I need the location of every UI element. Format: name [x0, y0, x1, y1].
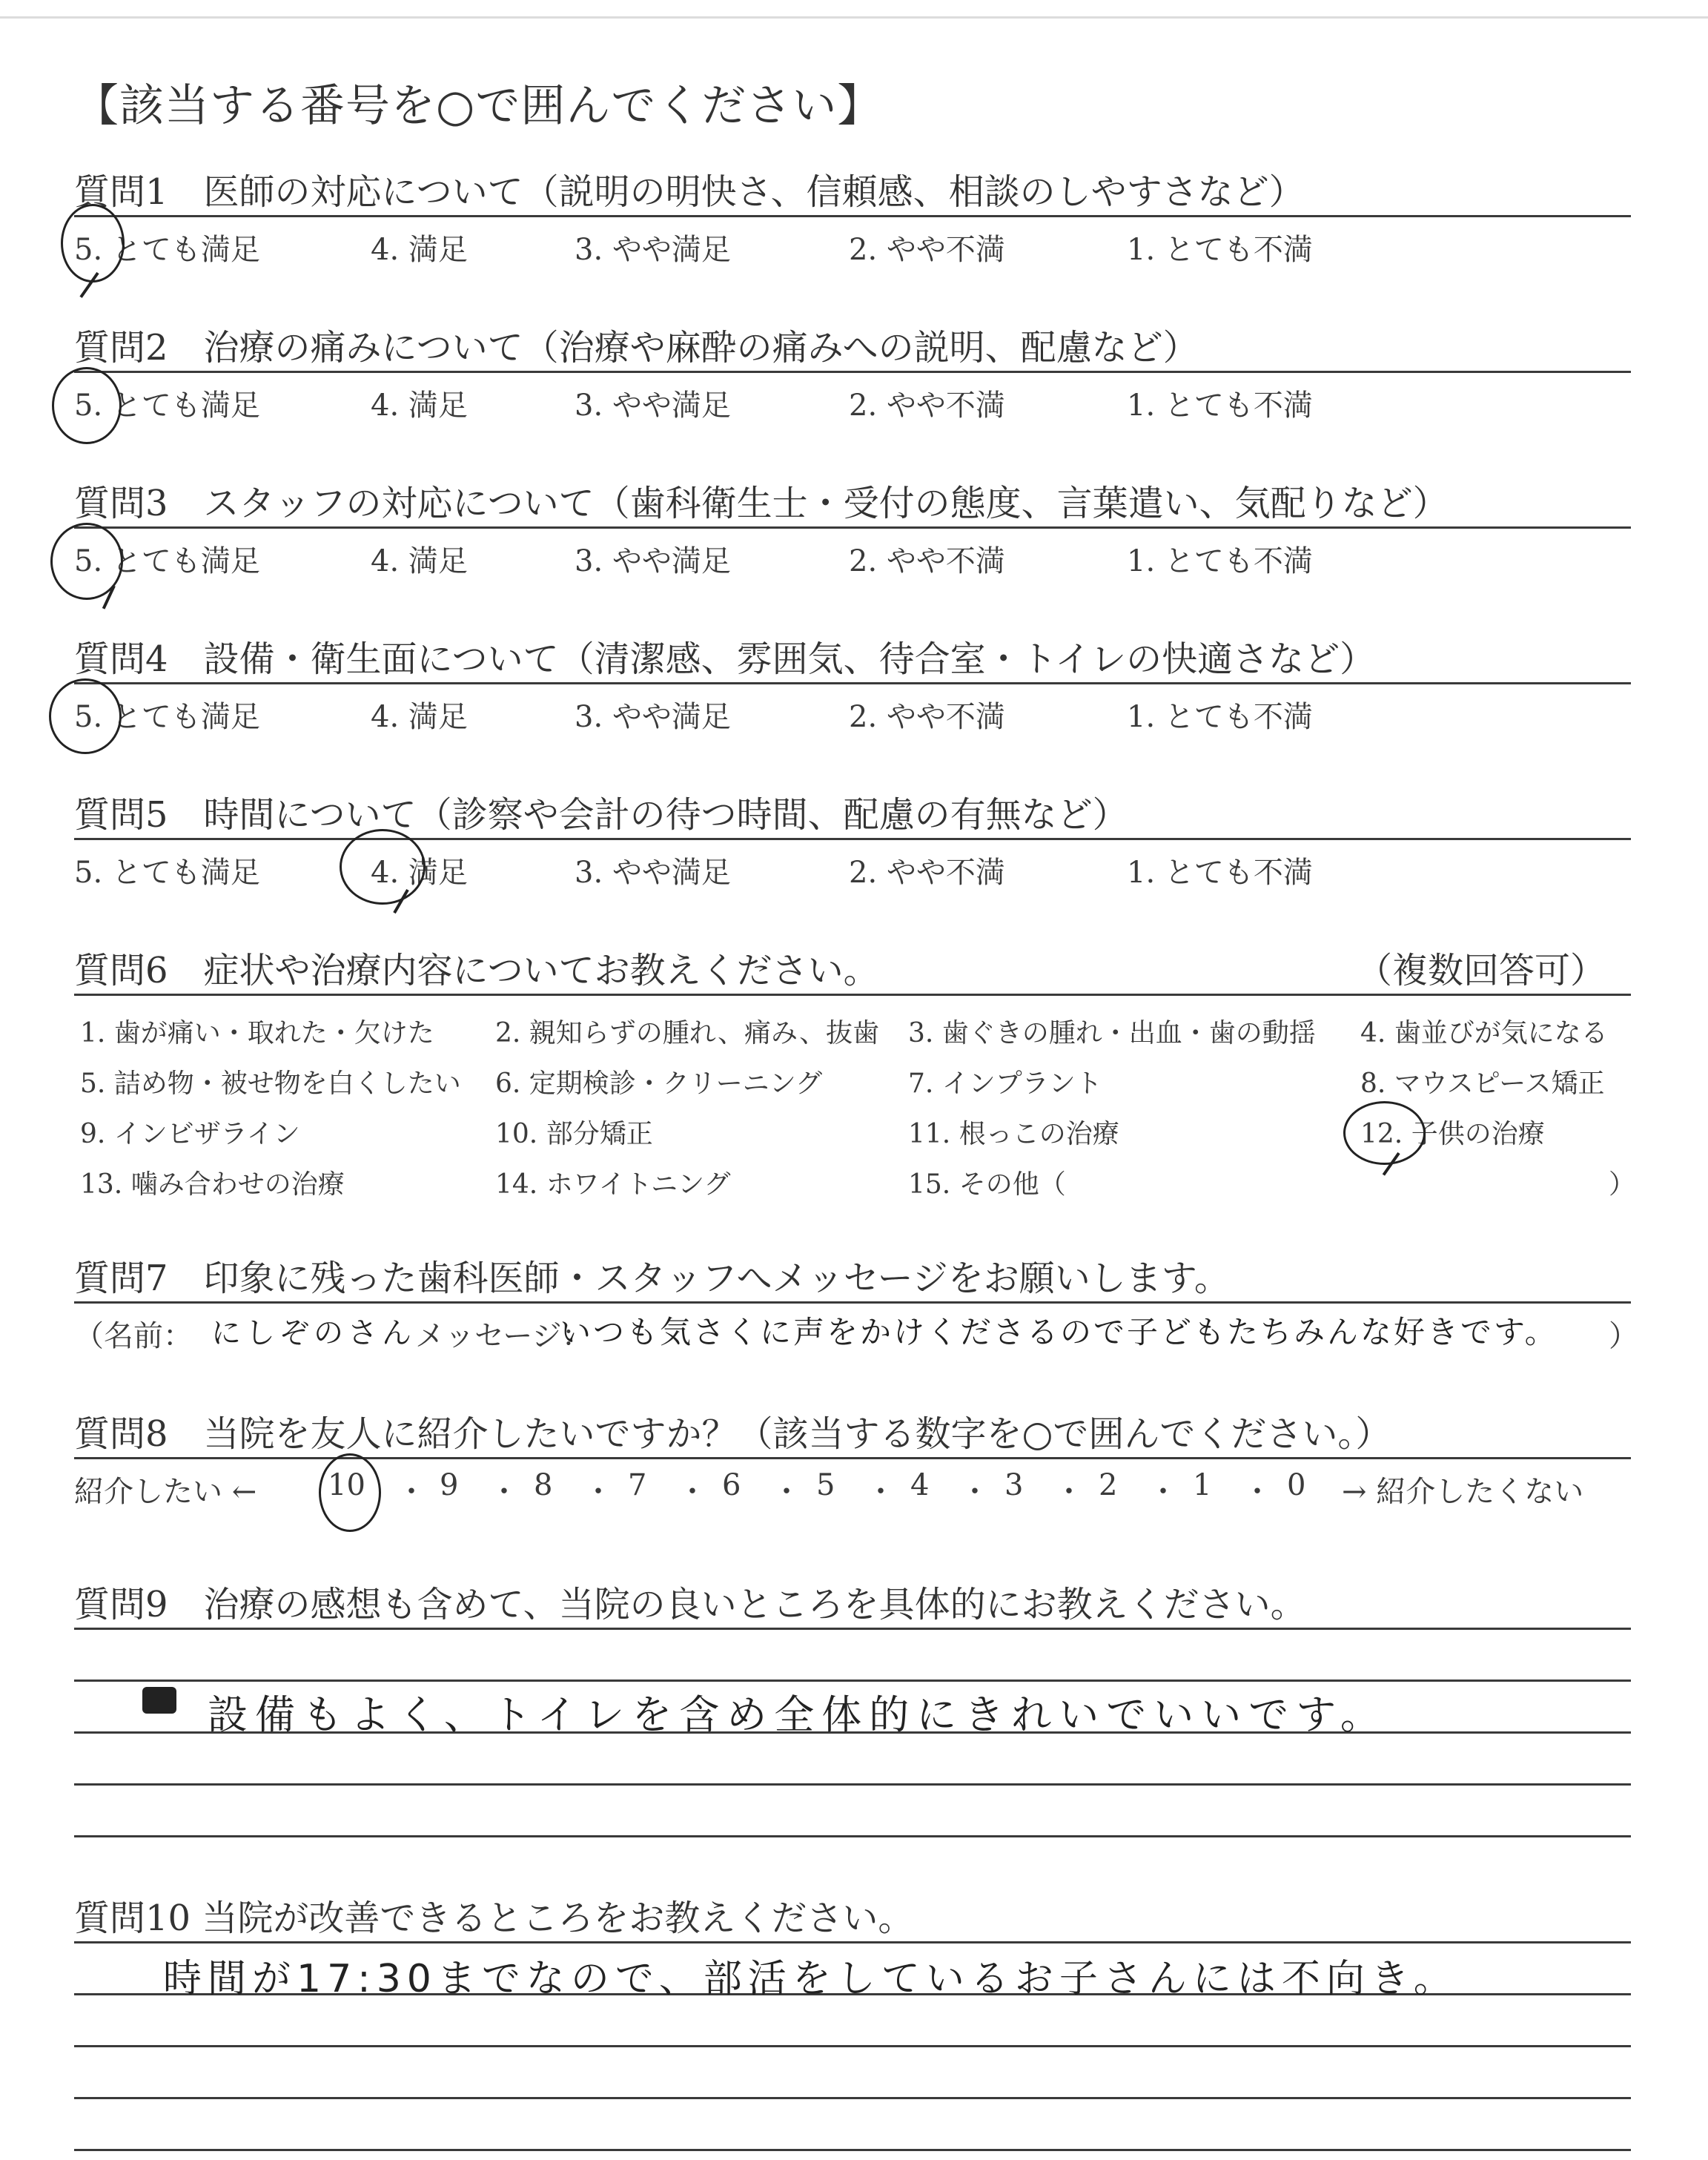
- q6-option-1[interactable]: 1. 歯が痛い・取れた・欠けた: [80, 1018, 434, 1048]
- q10-line-4: [74, 2097, 1631, 2099]
- question-7-rule: [74, 1301, 1631, 1304]
- q8-sep: ・: [397, 1475, 426, 1509]
- selection-circle-q5: [340, 829, 426, 905]
- selection-circle-q4: [49, 678, 122, 754]
- q10-answer-handwritten[interactable]: 時間が17:30までなので、部活をしているお子さんには不向き。: [163, 1957, 1458, 2001]
- question-3-title: 質問3 スタッフの対応について（歯科衛生士・受付の態度、言葉遣い、気配りなど）: [74, 483, 1449, 524]
- q8-scale-10[interactable]: 10: [328, 1468, 365, 1502]
- q6-option-5[interactable]: 5. 詰め物・被せ物を白くしたい: [80, 1069, 461, 1099]
- q8-scale-1[interactable]: 1: [1193, 1468, 1212, 1502]
- q1-option-1[interactable]: 1. とても不満: [1127, 233, 1313, 267]
- q9-line-1: [74, 1628, 1631, 1630]
- q6-option-13[interactable]: 13. 噛み合わせの治療: [80, 1169, 345, 1200]
- q10-line-1: [74, 1941, 1631, 1943]
- q8-sep: ・: [1148, 1475, 1178, 1509]
- q8-sep: ・: [960, 1475, 990, 1509]
- q6-option-7[interactable]: 7. インプラント: [908, 1069, 1102, 1099]
- q8-sep: ・: [1242, 1475, 1272, 1509]
- question-6-rule: [74, 994, 1631, 996]
- q9-line-2: [74, 1680, 1631, 1682]
- q8-scale-2[interactable]: 2: [1099, 1468, 1118, 1502]
- q2-option-2[interactable]: 2. やや不満: [849, 389, 1005, 423]
- question-8-title: 質問8 当院を友人に紹介したいですか？（該当する数字を○で囲んでください。）: [74, 1413, 1391, 1455]
- instruction-heading: 【該当する番号を○で囲んでください】: [74, 80, 883, 132]
- q3-option-4[interactable]: 4. 満足: [371, 544, 468, 578]
- q8-left-label: 紹介したい ←: [74, 1475, 257, 1509]
- q6-option-3[interactable]: 3. 歯ぐきの腫れ・出血・歯の動揺: [908, 1018, 1316, 1048]
- q2-option-1[interactable]: 1. とても不満: [1127, 389, 1313, 423]
- q6-option-12[interactable]: 12. 子供の治療: [1360, 1119, 1545, 1149]
- q6-option-2[interactable]: 2. 親知らずの腫れ、痛み、抜歯: [495, 1018, 880, 1048]
- question-2-rule: [74, 371, 1631, 373]
- q8-scale-4[interactable]: 4: [910, 1468, 930, 1502]
- q2-option-5[interactable]: 5. とても満足: [74, 389, 260, 423]
- q7-name-handwritten[interactable]: にしぞのさん: [211, 1316, 416, 1350]
- q5-option-5[interactable]: 5. とても満足: [74, 856, 260, 890]
- question-9-title: 質問9 治療の感想も含めて、当院の良いところを具体的にお教えください。: [74, 1584, 1306, 1625]
- q8-scale-6[interactable]: 6: [722, 1468, 741, 1502]
- q8-scale-0[interactable]: 0: [1287, 1468, 1306, 1502]
- q6-option-10[interactable]: 10. 部分矯正: [495, 1119, 653, 1149]
- q8-sep: ・: [1054, 1475, 1084, 1509]
- q6-other-close-paren: ）: [1609, 1169, 1636, 1200]
- q4-option-4[interactable]: 4. 満足: [371, 700, 468, 734]
- question-2-title: 質問2 治療の痛みについて（治療や麻酔の痛みへの説明、配慮など）: [74, 327, 1199, 369]
- q8-sep: ・: [866, 1475, 896, 1509]
- selection-circle-q8: [319, 1453, 381, 1532]
- q8-sep: ・: [772, 1475, 801, 1509]
- q8-sep: ・: [489, 1475, 519, 1509]
- q6-option-4[interactable]: 4. 歯並びが気になる: [1360, 1018, 1608, 1048]
- q5-option-1[interactable]: 1. とても不満: [1127, 856, 1313, 890]
- q3-option-3[interactable]: 3. やや満足: [575, 544, 731, 578]
- question-1-rule: [74, 215, 1631, 217]
- q1-option-2[interactable]: 2. やや不満: [849, 233, 1005, 267]
- q4-option-1[interactable]: 1. とても不満: [1127, 700, 1313, 734]
- question-8-rule: [74, 1457, 1631, 1459]
- q8-scale-3[interactable]: 3: [1004, 1468, 1024, 1502]
- q2-option-4[interactable]: 4. 満足: [371, 389, 468, 423]
- q4-option-3[interactable]: 3. やや満足: [575, 700, 731, 734]
- q8-scale-7[interactable]: 7: [628, 1468, 647, 1502]
- q8-scale-5[interactable]: 5: [816, 1468, 835, 1502]
- q6-option-11[interactable]: 11. 根っこの治療: [908, 1119, 1119, 1149]
- scribble-mark: [142, 1687, 176, 1714]
- question-5-rule: [74, 838, 1631, 840]
- q6-option-15[interactable]: 15. その他（: [908, 1169, 1066, 1200]
- question-7-title: 質問7 印象に残った歯科医師・スタッフへメッセージをお願いします。: [74, 1258, 1230, 1299]
- question-4-rule: [74, 682, 1631, 684]
- question-4-title: 質問4 設備・衛生面について（清潔感、雰囲気、待合室・トイレの快適さなど）: [74, 638, 1376, 680]
- q3-option-2[interactable]: 2. やや不満: [849, 544, 1005, 578]
- question-6-title: 質問6 症状や治療内容についてお教えください。: [74, 950, 879, 991]
- selection-circle-q1: [61, 204, 125, 283]
- q8-right-label: → 紹介したくない: [1342, 1475, 1584, 1509]
- q5-option-4[interactable]: 4. 満足: [371, 856, 468, 890]
- q4-option-2[interactable]: 2. やや不満: [849, 700, 1005, 734]
- q7-name-label: （名前：: [74, 1319, 193, 1353]
- q7-close-paren: ）: [1609, 1319, 1638, 1353]
- question-1-title: 質問1 医師の対応について（説明の明快さ、信頼感、相談のしやすさなど）: [74, 171, 1305, 213]
- q1-option-4[interactable]: 4. 満足: [371, 233, 468, 267]
- q9-line-4: [74, 1783, 1631, 1786]
- question-5-title: 質問5 時間について（診察や会計の待つ時間、配慮の有無など）: [74, 794, 1128, 836]
- q5-option-2[interactable]: 2. やや不満: [849, 856, 1005, 890]
- q7-message-handwritten[interactable]: いつも気さくに声をかけくださるので子どもたちみんな好きです。: [560, 1314, 1558, 1350]
- q2-option-3[interactable]: 3. やや満足: [575, 389, 731, 423]
- question-10-title: 質問10 当院が改善できるところをお教えください。: [74, 1898, 914, 1939]
- q8-scale-8[interactable]: 8: [534, 1468, 553, 1502]
- q7-message-label: メッセージ：: [415, 1319, 592, 1353]
- q3-option-5[interactable]: 5. とても満足: [74, 544, 260, 578]
- q1-option-3[interactable]: 3. やや満足: [575, 233, 731, 267]
- q1-option-5[interactable]: 5. とても満足: [74, 233, 260, 267]
- q6-option-6[interactable]: 6. 定期検診・クリーニング: [495, 1069, 823, 1099]
- q6-option-8[interactable]: 8. マウスピース矯正: [1360, 1069, 1605, 1099]
- q8-sep: ・: [583, 1475, 613, 1509]
- q4-option-5[interactable]: 5. とても満足: [74, 700, 260, 734]
- q6-option-14[interactable]: 14. ホワイトニング: [495, 1169, 731, 1200]
- q5-option-3[interactable]: 3. やや満足: [575, 856, 731, 890]
- q10-line-5: [74, 2149, 1631, 2151]
- question-3-rule: [74, 526, 1631, 529]
- q8-sep: ・: [678, 1475, 707, 1509]
- q6-option-9[interactable]: 9. インビザライン: [80, 1119, 300, 1149]
- q9-line-5: [74, 1835, 1631, 1837]
- selection-circle-q6: [1343, 1101, 1426, 1165]
- selection-circle-q2: [52, 367, 122, 444]
- question-6-note: （複数回答可）: [1357, 950, 1606, 991]
- q9-answer-handwritten[interactable]: 設備もよく、トイレを含め全体的にきれいでいいです。: [208, 1691, 1388, 1738]
- scan-top-edge: [0, 16, 1708, 19]
- q3-option-1[interactable]: 1. とても不満: [1127, 544, 1313, 578]
- q8-scale-9[interactable]: 9: [440, 1468, 459, 1502]
- q10-line-3: [74, 2045, 1631, 2047]
